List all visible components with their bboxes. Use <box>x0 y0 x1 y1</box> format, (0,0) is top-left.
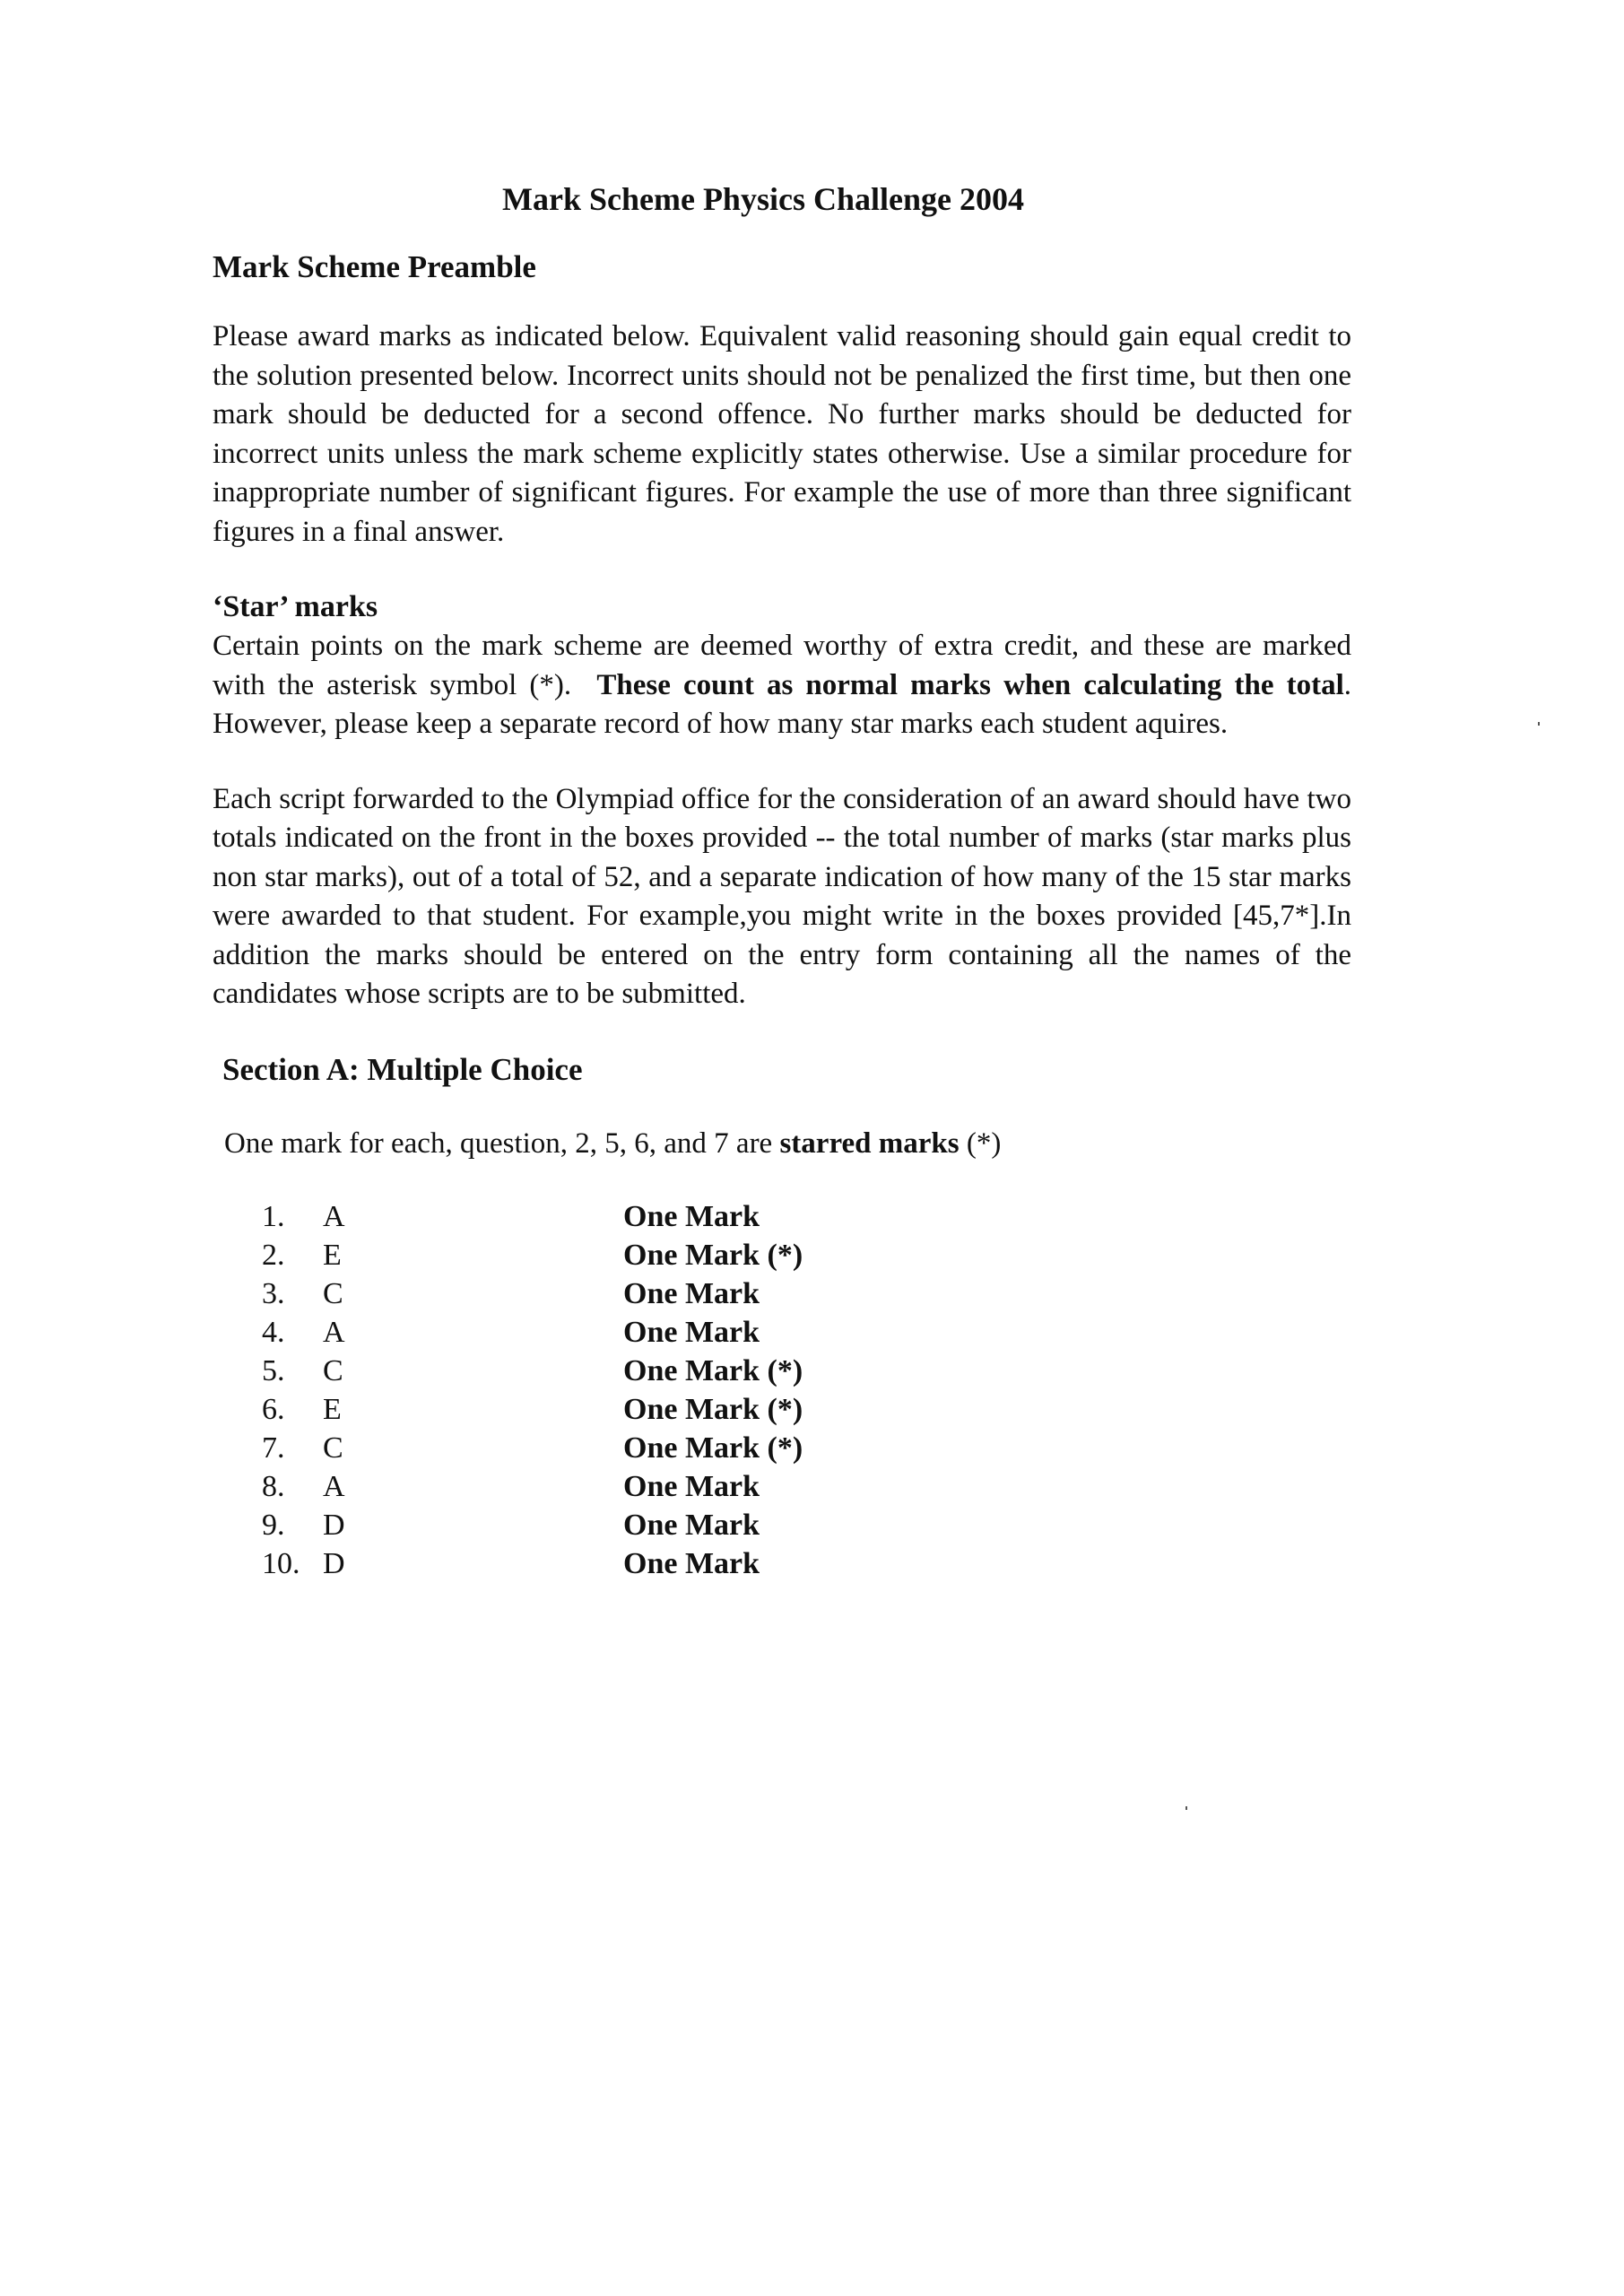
answer-row <box>262 1467 1355 1506</box>
intro-part2: (*) <box>959 1126 1002 1160</box>
star-marks-heading: ‘Star’ marks <box>213 590 378 623</box>
answer-row <box>262 1197 1355 1236</box>
answer-letter: C <box>323 1353 343 1387</box>
answer-number: 1. <box>262 1199 285 1233</box>
star-text-part2: . However, please keep a separate record of how many star marks each student aquires. <box>213 668 1351 740</box>
answer-row <box>262 1506 1355 1544</box>
star-text-part1: Certain points on the mark scheme are deemed worthy of extra credit, and these are marked with the asterisk symbol (*). <box>213 630 1351 701</box>
answer-row <box>262 1429 1355 1467</box>
answer-letter: D <box>323 1546 345 1580</box>
answer-row <box>262 1544 1355 1583</box>
answer-row <box>262 1390 1355 1429</box>
answer-number: 5. <box>262 1353 285 1387</box>
answer-mark: One Mark (*) <box>623 1238 803 1272</box>
section-a-heading: Section A: Multiple Choice <box>222 1051 583 1087</box>
answer-letter: E <box>323 1238 342 1272</box>
scan-speck <box>1185 1806 1187 1810</box>
answer-mark: One Mark <box>623 1199 760 1233</box>
answer-row <box>262 1313 1355 1352</box>
intro-part1: One mark for each, question, 2, 5, 6, and 7 are <box>224 1126 780 1160</box>
answer-letter: D <box>323 1508 345 1542</box>
answer-number: 7. <box>262 1431 285 1465</box>
answer-letter: E <box>323 1392 342 1426</box>
answer-mark: One Mark (*) <box>623 1431 803 1465</box>
answer-number: 9. <box>262 1508 285 1542</box>
answer-mark: One Mark <box>623 1508 760 1542</box>
answer-letter: C <box>323 1431 343 1465</box>
section-a-intro <box>224 1124 1355 1163</box>
star-marks-paragraph <box>213 627 1351 744</box>
answer-letter: C <box>323 1276 343 1310</box>
answer-mark: One Mark <box>623 1276 760 1310</box>
answer-letter: A <box>323 1199 345 1233</box>
answer-letter: A <box>323 1469 345 1503</box>
scan-speck <box>1538 722 1540 726</box>
answer-mark: One Mark (*) <box>623 1353 803 1387</box>
preamble-heading: Mark Scheme Preamble <box>213 249 536 284</box>
intro-bold: starred marks <box>779 1126 960 1160</box>
answer-mark: One Mark <box>623 1469 760 1503</box>
answer-list <box>262 1197 1355 1583</box>
answer-mark: One Mark <box>623 1546 760 1580</box>
answer-row <box>262 1352 1355 1390</box>
document-title: Mark Scheme Physics Challenge 2004 <box>502 181 1024 217</box>
submission-paragraph: Each script forwarded to the Olympiad office for the consideration of an award should have two totals indicated on the front in the boxes provided -- the total number of marks (star marks plus non star marks), out of a total of 52, and a separate indication of how many of the 15 star marks were awarded to that student. For example,you might write in the boxes provided [45,7*].In addition the marks should be entered on the entry form containing all the names of the candidates whose scripts are to be submitted. <box>213 782 1351 1010</box>
answer-row <box>262 1274 1355 1313</box>
answer-number: 6. <box>262 1392 285 1426</box>
answer-number: 2. <box>262 1238 285 1272</box>
answer-number: 4. <box>262 1315 285 1349</box>
answer-number: 8. <box>262 1469 285 1503</box>
answer-row <box>262 1236 1355 1274</box>
answer-mark: One Mark <box>623 1315 760 1349</box>
answer-letter: A <box>323 1315 345 1349</box>
star-text-bold: These count as normal marks when calculating the total <box>596 668 1344 701</box>
answer-number: 10. <box>262 1546 300 1580</box>
answer-number: 3. <box>262 1276 285 1310</box>
answer-mark: One Mark (*) <box>623 1392 803 1426</box>
preamble-paragraph: Please award marks as indicated below. Equivalent valid reasoning should gain equal credit to the solution presented below. Incorrect units should not be penalized the first time, but then one mark should be deducted for a second offence. No further marks should be deducted for incorrect units unless the mark scheme explicitly states otherwise. Use a similar procedure for inappropriate number of significant figures. For example the use of more than three significant figures in a final answer. <box>213 320 1351 548</box>
